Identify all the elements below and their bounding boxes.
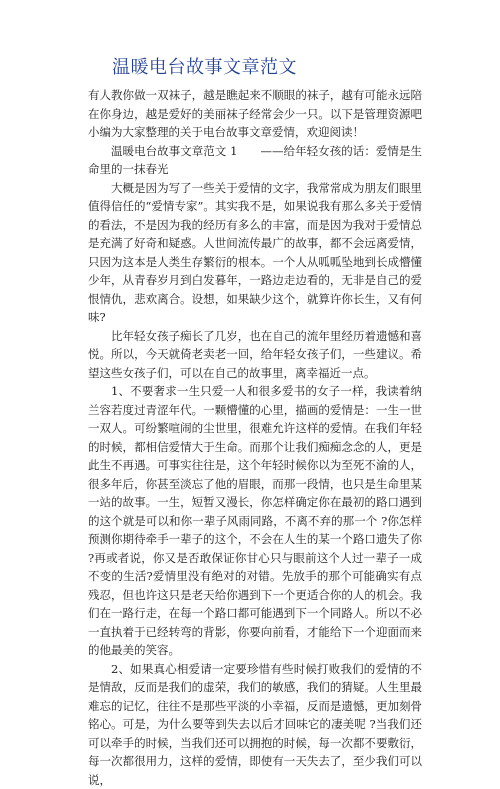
paragraph: 大概是因为写了一些关于爱情的文字，我常常成为朋友们眼里值得信任的“爱情专家”。其实我不是，如果说我有那么多关于爱情的看法，不是因为我的经历有多么的丰富，而是因为我对于爱情总是充满了好奇和疑惑。人世间流传最广的故事，都不会远离爱情，只因为这本是人类生存繁衍的根本。一个人从呱呱坠地到长成懵懂少年，从青春岁月到白发暮年，一路边走边看的，无非是自己的爱恨情仇，悲欢离合。设想，如果缺少这个，就算许你长生，又有何味? (88, 179, 422, 327)
document-page (88, 56, 422, 789)
document-title: 温暖电台故事文章范文 (88, 56, 422, 80)
paragraph: 2、如果真心相爱请一定要珍惜有些时候打败我们的爱情的不是情敌，反而是我们的虚荣，我们的敏感，我们的猜疑。人生里最难忘的记忆，往往不是那些平淡的小幸福，反而是遗憾，更加刻骨铭心。可是，为什么要等到失去以后才回味它的凄美呢 ?当我们还可以牵手的时候，当我们还可以拥抱的时候，每一次都不要敷衍，每一次都很用力，这样的爱情，即使有一天失去了，至少我们可以说， (88, 660, 422, 789)
paragraph: 有人教你做一双袜子，越是瞧起来不顺眼的袜子，越有可能永远陪在你身边，越是爱好的美丽袜子经常会少一只。以下是管理资源吧小编为大家整理的关于电台故事文章爱情，欢迎阅读！ (88, 86, 422, 142)
document-body (88, 86, 422, 789)
paragraph: 1、不要奢求一生只爱一人和很多爱书的女子一样，我读着纳兰容若度过青涩年代。一颗懵懂的心里，描画的爱情是：一生一世一双人。可纷繁喧闹的尘世里，很难允许这样的爱情。在我们年轻的时候，都相信爱情大于生命。而那个让我们痴痴念念的人，更是此生不再遇。可事实往往是，这个年轻时候你以为至死不渝的人，很多年后，你甚至淡忘了他的眉眼，而那一段情，也只是生命里某一站的故事。一生，短暂又漫长，你怎样确定你在最初的路口遇到的这个就是可以和你一辈子风雨同路，不离不弃的那一个 ?你怎样预测你期待牵手一辈子的这个，不会在人生的某一个路口遗失了你 ?再或者说，你又是否敢保证你甘心只与眼前这个人过一辈子一成不变的生活?爱情里没有绝对的对错。先放手的那个可能确实有点残忍，但也许这只是老天给你遇到下一个更适合你的人的机会。我们在一路行走，在每一个路口都可能遇到下一个同路人。所以不必一直执着于已经转弯的背影，你要向前看，才能给下一个迎面而来的他最美的笑容。 (88, 382, 422, 660)
paragraph: 比年轻女孩子痴长了几岁，也在自己的流年里经历着遗憾和喜悦。所以，今天就倚老卖老一回，给年轻女孩子们，一些建议。希望这些女孩子们，可以在自己的故事里，离幸福近一点。 (88, 327, 422, 383)
paragraph: 温暖电台故事文章范文 1 ——给年轻女孩的话：爱情是生命里的一抹春光 (88, 142, 422, 179)
